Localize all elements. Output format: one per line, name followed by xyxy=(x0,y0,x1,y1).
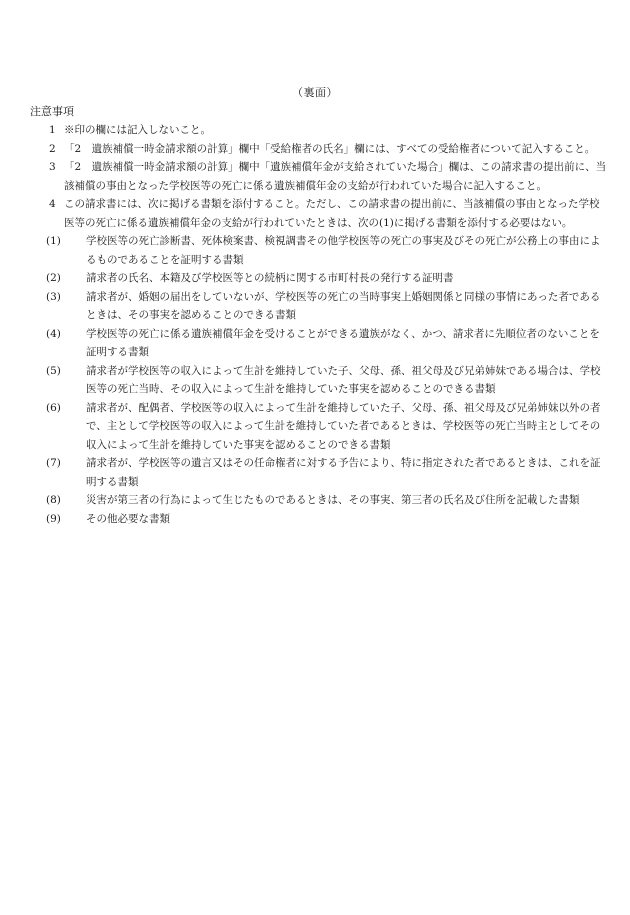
notes-heading: 注意事項 xyxy=(30,105,74,118)
attachment-item-number: (5) xyxy=(46,364,61,377)
attachment-item-number: (4) xyxy=(46,327,61,340)
notes-list xyxy=(30,121,608,528)
attachment-item-4 xyxy=(30,325,608,362)
attachment-item-text: 学校医等の死亡に係る遺族補償年金を受けることができる遺族がなく、かつ、請求者に先順位者のないことを証明する書類 xyxy=(86,327,600,358)
note-item-1 xyxy=(30,121,608,140)
attachment-item-number: (6) xyxy=(46,401,61,414)
attachment-item-text: その他必要な書類 xyxy=(86,512,170,525)
attachment-item-7 xyxy=(30,454,608,491)
note-item-number: 4 xyxy=(49,198,56,210)
note-item-3 xyxy=(30,158,608,195)
page-side-label: （裏面） xyxy=(292,86,338,99)
note-item-2 xyxy=(30,140,608,159)
note-item-text: 「2 遺族補償一時金請求額の計算」欄中「受給権者の氏名」欄には、すべての受給権者について記入すること。 xyxy=(64,142,596,155)
attachment-item-text: 請求者が、配偶者、学校医等の収入によって生計を維持していた子、父母、孫、祖父母及び兄弟姉妹以外の者で、主として学校医等の収入によって生計を維持していた者であるときは、学校医等の死亡当時主としてその収入によって生計を維持していた事実を認めることのできる書類 xyxy=(86,401,601,451)
attachment-item-2 xyxy=(30,269,608,288)
attachment-item-text: 請求者が学校医等の収入によって生計を維持していた子、父母、孫、祖父母及び兄弟姉妹である場合は、学校医等の死亡当時、その収入によって生計を維持していた事実を認めることのできる書類 xyxy=(86,364,601,395)
attachment-item-text: 請求者の氏名、本籍及び学校医等との続柄に関する市町村長の発行する証明書 xyxy=(86,272,454,284)
attachment-item-8 xyxy=(30,491,608,510)
attachment-item-5 xyxy=(30,362,608,399)
note-item-number: 1 xyxy=(49,124,56,136)
note-item-text: この請求書には、次に掲げる書類を添付すること。ただし、この請求書の提出前に、当該補償の事由となった学校医等の死亡に係る遺族補償年金の支給が行われていたときは、次の(1)に掲げる書類を添付する必要はない。 xyxy=(64,198,600,229)
attachment-item-number: (1) xyxy=(46,235,61,247)
attachment-item-number: (7) xyxy=(46,457,61,469)
attachment-item-9 xyxy=(30,510,608,529)
attachment-item-number: (2) xyxy=(46,272,61,284)
note-item-number: 2 xyxy=(49,142,56,155)
attachment-item-text: 学校医等の死亡診断書、死体検案書、検視調書その他学校医等の死亡の事実及びその死亡が公務上の事由によるものであることを証明する書類 xyxy=(86,235,601,266)
attachment-item-text: 請求者が、婚姻の届出をしていないが、学校医等の死亡の当時事実上婚姻関係と同様の事情にあった者であるときは、その事実を認めることのできる書類 xyxy=(86,290,601,321)
attachment-item-number: (9) xyxy=(46,512,61,525)
attachment-item-number: (3) xyxy=(46,290,61,303)
note-item-number: 3 xyxy=(49,161,56,173)
attachment-item-text: 請求者が、学校医等の遺言又はその任命権者に対する予告により、特に指定された者であるときは、これを証明する書類 xyxy=(86,457,601,488)
note-item-4 xyxy=(30,195,608,232)
note-item-text: 「2 遺族補償一時金請求額の計算」欄中「遺族補償年金が支給されていた場合」欄は、この請求書の提出前に、当該補償の事由となった学校医等の死亡に係る遺族補償年金の支給が行われていた場合に記入すること。 xyxy=(64,161,607,192)
attachment-item-3 xyxy=(30,288,608,325)
attachment-item-1 xyxy=(30,232,608,269)
attachment-item-6 xyxy=(30,399,608,455)
note-item-text: ※印の欄には記入しないこと。 xyxy=(64,124,211,136)
attachment-item-text: 災害が第三者の行為によって生じたものであるときは、その事実、第三者の氏名及び住所を記載した書類 xyxy=(86,494,580,506)
attachment-item-number: (8) xyxy=(46,494,61,506)
